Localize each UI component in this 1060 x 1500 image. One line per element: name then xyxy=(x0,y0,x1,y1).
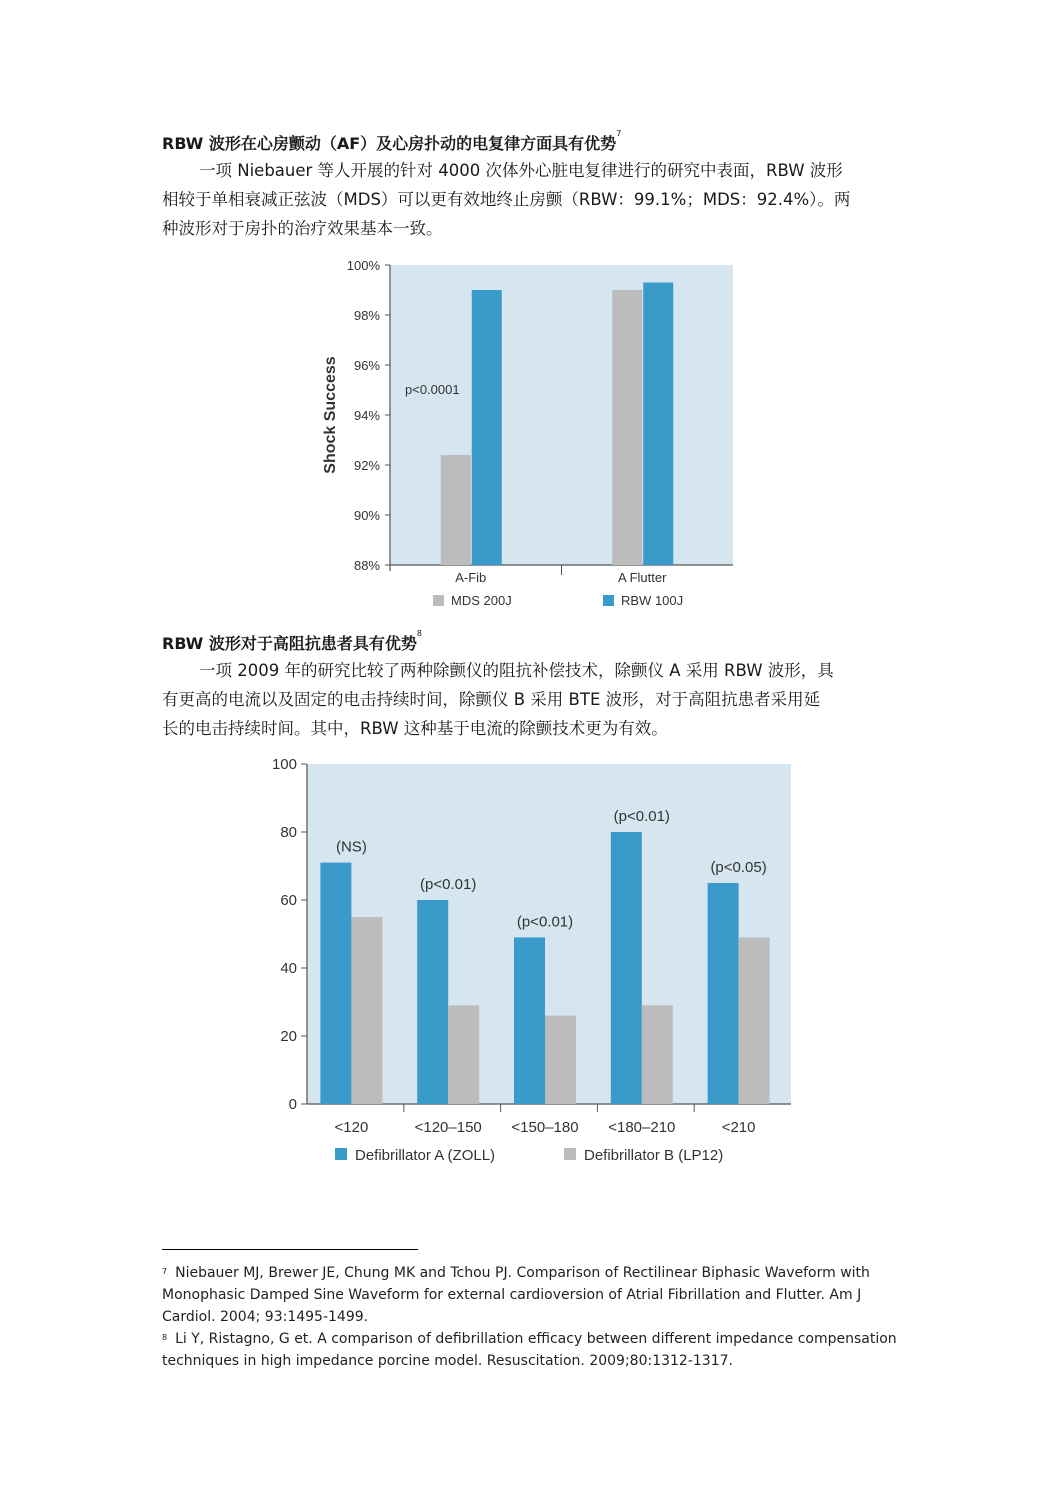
bar xyxy=(448,1005,479,1104)
footnote-rule xyxy=(162,1249,418,1250)
legend-swatch xyxy=(433,595,444,606)
footnote-number: 8 xyxy=(162,1333,168,1342)
p-value-annotation: (NS) xyxy=(335,838,367,856)
y-axis-title: Shock Success xyxy=(322,356,339,474)
bar xyxy=(417,900,448,1104)
section1-heading: RBW 波形在心房颤动（AF）及心房扑动的电复律方面具有优势$^7$ xyxy=(162,129,622,153)
footnote-number: 7 xyxy=(162,1267,168,1276)
chart-shock-success xyxy=(315,255,735,615)
paragraph-line: 一项 2009 年的研究比较了两种除颤仪的阻抗补偿技术，除颤仪 A 采用 RBW 波形，具 xyxy=(199,661,834,680)
y-tick-label: 80 xyxy=(280,824,297,841)
bar xyxy=(612,290,642,565)
legend-label: RBW 100J xyxy=(621,593,684,608)
section1-paragraph xyxy=(162,156,900,243)
section2-heading: RBW 波形对于高阻抗患者具有优势$^8$ xyxy=(162,629,422,653)
footnote-7 xyxy=(162,1262,902,1328)
y-tick-label: 90% xyxy=(353,508,380,523)
y-tick-label: 88% xyxy=(353,558,380,573)
footnote-8 xyxy=(162,1328,902,1372)
footnote-text: Li Y, Ristagno, G et. A comparison of defibrillation efficacy between different impedance compensation xyxy=(175,1331,897,1347)
y-tick-label: 100 xyxy=(271,756,297,773)
y-tick-label: 92% xyxy=(353,458,380,473)
x-tick-label: <180–210 xyxy=(608,1119,676,1136)
bar xyxy=(472,290,502,565)
bar xyxy=(643,283,673,566)
bar xyxy=(351,917,382,1104)
paragraph-line: 种波形对于房扑的治疗效果基本一致。 xyxy=(162,219,443,238)
bar xyxy=(642,1005,673,1104)
paragraph-line: 长的电击持续时间。其中，RBW 这种基于电流的除颤技术更为有效。 xyxy=(162,719,668,738)
y-tick-label: 94% xyxy=(353,408,380,423)
footnote-text: Cardiol. 2004; 93:1495-1499. xyxy=(162,1309,369,1325)
y-tick-label: 0 xyxy=(288,1096,297,1113)
legend-label: Defibrillator B (LP12) xyxy=(584,1147,724,1164)
footnote-text: techniques in high impedance porcine model. Resuscitation. 2009;80:1312-1317. xyxy=(162,1353,733,1369)
x-tick-label: A-Fib xyxy=(455,570,487,585)
legend-label: MDS 200J xyxy=(451,593,512,608)
footnote-ref-7[interactable]: 7 xyxy=(616,129,622,138)
y-tick-label: 20 xyxy=(280,1028,297,1045)
x-tick-label: <120–150 xyxy=(414,1119,482,1136)
bar xyxy=(441,455,471,565)
y-tick-label: 100% xyxy=(346,258,380,273)
x-tick-label: <150–180 xyxy=(511,1119,579,1136)
chart-impedance xyxy=(262,752,802,1172)
footnote-text: Monophasic Damped Sine Waveform for external cardioversion of Atrial Fibrillation and Flutter. Am J xyxy=(162,1287,862,1303)
x-tick-label: A Flutter xyxy=(618,570,667,585)
section2-paragraph xyxy=(162,656,900,743)
paragraph-line: 一项 Niebauer 等人开展的针对 4000 次体外心脏电复律进行的研究中表面，RBW 波形 xyxy=(199,161,843,180)
paragraph-line: 相较于单相衰减正弦波（MDS）可以更有效地终止房颤（RBW：99.1%；MDS：92.4%）。两 xyxy=(162,190,851,209)
footnote-text: Niebauer MJ, Brewer JE, Chung MK and Tchou PJ. Comparison of Rectilinear Biphasic Waveform with xyxy=(175,1265,870,1281)
p-value-annotation: (p<0.01) xyxy=(613,808,670,825)
bar xyxy=(739,937,770,1104)
bar xyxy=(611,832,642,1104)
bar xyxy=(514,937,545,1104)
legend-swatch xyxy=(335,1148,347,1160)
p-value-annotation: (p<0.01) xyxy=(516,913,574,931)
y-tick-label: 96% xyxy=(353,358,380,373)
legend-swatch xyxy=(603,595,614,606)
paragraph-line: 有更高的电流以及固定的电击持续时间，除颤仪 B 采用 BTE 波形，对于高阻抗患者采用延 xyxy=(162,690,821,709)
y-tick-label: 40 xyxy=(280,960,297,977)
bar xyxy=(545,1016,576,1104)
x-tick-label: <120 xyxy=(334,1119,369,1136)
legend-label: Defibrillator A (ZOLL) xyxy=(355,1147,496,1164)
y-tick-label: 60 xyxy=(280,892,297,909)
p-value-annotation: (p<0.05) xyxy=(710,859,767,876)
bar xyxy=(708,883,739,1104)
p-value-annotation: p<0.0001 xyxy=(405,382,460,397)
footnote-ref-8[interactable]: 8 xyxy=(416,629,422,638)
y-tick-label: 98% xyxy=(353,308,380,323)
p-value-annotation: (p<0.01) xyxy=(420,876,477,893)
bar xyxy=(320,863,351,1104)
legend-swatch xyxy=(564,1148,576,1160)
x-tick-label: <210 xyxy=(721,1119,756,1136)
